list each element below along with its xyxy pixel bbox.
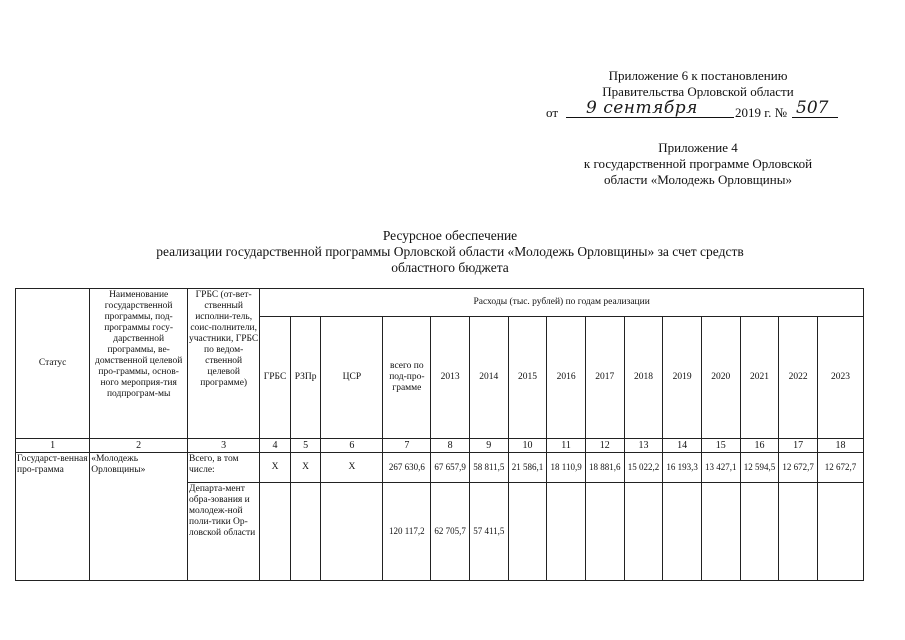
- document-title-line3: областного бюджета: [391, 260, 509, 275]
- row-year-value: 62 705,7: [431, 483, 470, 581]
- row-year-value: [624, 483, 663, 581]
- column-number: 3: [188, 439, 260, 453]
- row-year-value: 58 811,5: [469, 453, 508, 483]
- row-year-value: 18 881,6: [585, 453, 624, 483]
- th-year: 2013: [431, 317, 470, 439]
- th-name: Наименование государственной программы, под-программы госу-дарственной программы, ве-домственной целевой про-граммы, основ-ного мероприя-тия подпрограм-мы: [90, 289, 188, 439]
- th-year: 2014: [469, 317, 508, 439]
- th-status: Статус: [16, 289, 90, 439]
- th-year: 2017: [585, 317, 624, 439]
- row-year-value: 12 672,7: [817, 453, 863, 483]
- column-number: 11: [547, 439, 586, 453]
- column-number: 15: [701, 439, 740, 453]
- document-title-line1: Ресурсное обеспечение: [382, 228, 518, 243]
- th-year: 2021: [740, 317, 779, 439]
- row-status: Государст-венная про-грамма: [16, 453, 90, 581]
- column-number: 14: [663, 439, 702, 453]
- row-year-value: [701, 483, 740, 581]
- th-year: 2016: [547, 317, 586, 439]
- th-csr: ЦСР: [321, 317, 383, 439]
- appendix6-line2: Правительства Орловской области: [602, 84, 794, 99]
- resolution-date-line: [546, 100, 846, 122]
- row-year-value: [740, 483, 779, 581]
- row-program-name: «Молодежь Орловщины»: [90, 453, 188, 581]
- column-number-row: [16, 439, 864, 453]
- row-csr: [321, 483, 383, 581]
- row-year-value: 16 193,3: [663, 453, 702, 483]
- handwritten-date: 9 сентября: [586, 98, 698, 118]
- row-year-value: [817, 483, 863, 581]
- row-year-value: 21 586,1: [508, 453, 547, 483]
- row-year-value: [547, 483, 586, 581]
- row-year-value: 12 672,7: [779, 453, 818, 483]
- th-grbs: ГРБС (от-вет-ственный исполни-тель, соис-полнители, участники, ГРБС по ведом-ственной целевой программе): [188, 289, 260, 439]
- row-grbs: Всего, в том числе:: [188, 453, 260, 483]
- column-number: 12: [585, 439, 624, 453]
- handwritten-number: 507: [796, 98, 829, 118]
- appendix4-line3: области «Молодежь Орловщины»: [604, 172, 792, 187]
- row-year-value: 12 594,5: [740, 453, 779, 483]
- header-row-1: [16, 289, 864, 317]
- column-number: 16: [740, 439, 779, 453]
- row-year-value: 67 657,9: [431, 453, 470, 483]
- row-year-value: [508, 483, 547, 581]
- row-rzpr: [290, 483, 321, 581]
- appendix4-line1: Приложение 4: [658, 140, 738, 155]
- row-year-value: 18 110,9: [547, 453, 586, 483]
- row-year-value: 13 427,1: [701, 453, 740, 483]
- column-number: 2: [90, 439, 188, 453]
- th-year: 2018: [624, 317, 663, 439]
- row-year-value: [779, 483, 818, 581]
- row-year-value: 15 022,2: [624, 453, 663, 483]
- th-year: 2020: [701, 317, 740, 439]
- column-number: 5: [290, 439, 321, 453]
- row-year-value: 57 411,5: [469, 483, 508, 581]
- column-number: 18: [817, 439, 863, 453]
- th-year: 2022: [779, 317, 818, 439]
- column-number: 7: [383, 439, 431, 453]
- th-expenses: Расходы (тыс. рублей) по годам реализации: [260, 289, 864, 317]
- resource-table: [15, 288, 864, 581]
- table-row: [16, 453, 864, 483]
- document-title-line2: реализации государственной программы Орловской области «Молодежь Орловщины» за счет средств: [156, 244, 744, 259]
- th-rzpr: РЗПр: [290, 317, 321, 439]
- row-csr: Х: [321, 453, 383, 483]
- column-number: 10: [508, 439, 547, 453]
- appendix4-line2: к государственной программе Орловской: [583, 156, 813, 171]
- row-rzpr: Х: [290, 453, 321, 483]
- date-prefix: от: [546, 105, 559, 120]
- row-grbs-code: Х: [260, 453, 291, 483]
- date-year: 2019 г. №: [735, 105, 788, 120]
- column-number: 1: [16, 439, 90, 453]
- th-total: всего по под-про-грамме: [383, 317, 431, 439]
- row-grbs: Департа-мент обра-зования и молодеж-ной поли-тики Ор-ловской области: [188, 483, 260, 581]
- column-number: 6: [321, 439, 383, 453]
- column-number: 4: [260, 439, 291, 453]
- row-year-value: [585, 483, 624, 581]
- row-grbs-code: [260, 483, 291, 581]
- column-number: 17: [779, 439, 818, 453]
- row-total-value: 120 117,2: [383, 483, 431, 581]
- th-year: 2015: [508, 317, 547, 439]
- column-number: 8: [431, 439, 470, 453]
- column-number: 9: [469, 439, 508, 453]
- th-grbs-code: ГРБС: [260, 317, 291, 439]
- th-year: 2023: [817, 317, 863, 439]
- row-total-value: 267 630,6: [383, 453, 431, 483]
- row-year-value: [663, 483, 702, 581]
- th-year: 2019: [663, 317, 702, 439]
- appendix6-line1: Приложение 6 к постановлению: [608, 68, 788, 83]
- column-number: 13: [624, 439, 663, 453]
